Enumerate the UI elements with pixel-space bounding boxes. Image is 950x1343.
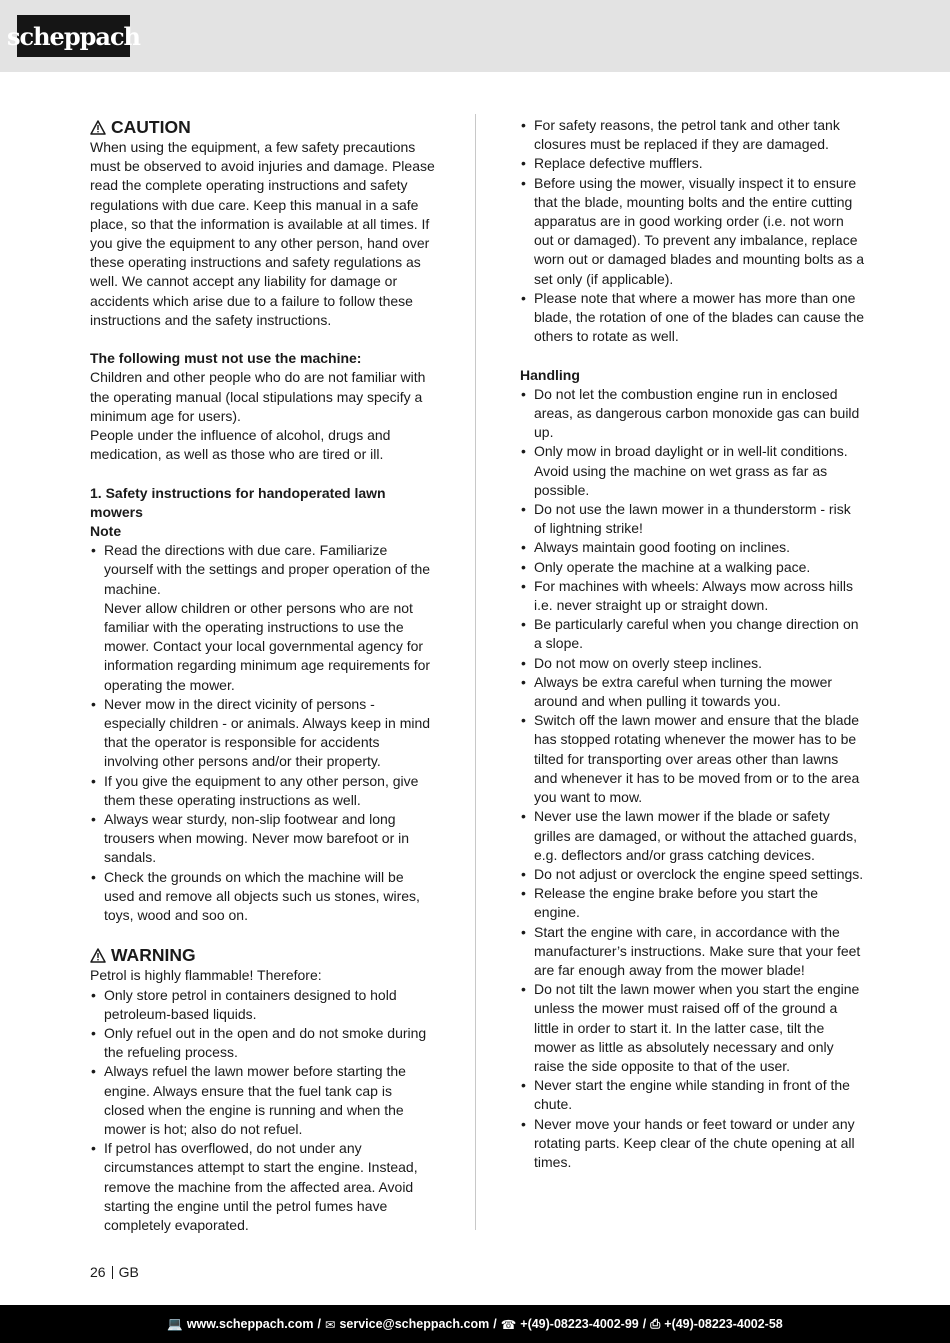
list-item: • Always maintain good footing on inclines. — [520, 538, 865, 557]
left-column — [90, 116, 435, 1235]
scheppach-logo: scheppach — [17, 15, 130, 57]
list-item: • Always refuel the lawn mower before starting the engine. Always ensure that the fuel tank cap is closed when the engine is running and when the mower is hot; also do not refuel. — [90, 1062, 435, 1139]
list-item: • If you give the equipment to any other person, give them these operating instructions as well. — [90, 772, 435, 810]
list-item: • Before using the mower, visually inspect it to ensure that the blade, mounting bolts and the entire cutting apparatus are in good working order (i.e. not worn out or damaged). To prevent any imbalance, replace worn out or damaged blades and mounting bolts as a set only (if applicable). — [520, 174, 865, 289]
must-not-text-1: Children and other people who do are not familiar with the operating manual (local stipulations may specify a minimum age for users). — [90, 369, 426, 424]
fax-icon: ⎙ — [650, 1316, 661, 1331]
list-item: • Never use the lawn mower if the blade or safety grilles are damaged, or without the attached guards, e.g. deflectors and/or grass catching devices. — [520, 807, 865, 865]
column-divider — [475, 114, 476, 1230]
footer-separator: / — [317, 1317, 321, 1331]
list-item: • If petrol has overflowed, do not under any circumstances attempt to start the engine. Instead, remove the machine from the affected area. Avoid starting the engine until the petrol fumes have completely evaporated. — [90, 1139, 435, 1235]
must-not-text-2: People under the influence of alcohol, drugs and medication, as well as those who are tired or ill. — [90, 427, 391, 463]
must-not-heading: The following must not use the machine: — [90, 350, 362, 367]
warning-heading — [90, 944, 435, 966]
footer-web[interactable]: www.scheppach.com — [186, 1317, 314, 1331]
right-column — [520, 116, 865, 1172]
list-item: • Do not use the lawn mower in a thunderstorm - risk of lightning strike! — [520, 500, 865, 538]
list-item: • Switch off the lawn mower and ensure that the blade has stopped rotating whenever the mower has to be tilted for transporting over areas other than lawns and whenever it has to be moved from or to the area you want to mow. — [520, 711, 865, 807]
list-item: • Only operate the machine at a walking pace. — [520, 558, 865, 577]
page-header — [0, 0, 950, 72]
footer-fax: +(49)-08223-4002-58 — [664, 1317, 783, 1331]
email-icon: ✉ — [324, 1317, 336, 1332]
page-footer — [0, 1305, 950, 1343]
list-item: • Only refuel out in the open and do not smoke during the refueling process. — [90, 1024, 435, 1062]
note-list — [90, 541, 435, 925]
list-item: • Always wear sturdy, non-slip footwear and long trousers when mowing. Never mow barefoot or in sandals. — [90, 810, 435, 868]
list-item: • Only store petrol in containers designed to hold petroleum-based liquids. — [90, 986, 435, 1024]
list-item: • Replace defective mufflers. — [520, 154, 865, 173]
handling-heading: Handling — [520, 366, 580, 383]
section-1-heading: 1. Safety instructions for handoperated lawn mowers — [90, 484, 386, 520]
note-heading: Note — [90, 523, 122, 540]
warning-intro: Petrol is highly flammable! Therefore: — [90, 967, 322, 984]
list-item: • Release the engine brake before you start the engine. — [520, 884, 865, 922]
caution-title: CAUTION — [111, 117, 191, 137]
list-item: • Read the directions with due care. Familiarize yourself with the settings and proper operation of the machine. Never allow children or other persons who are not familiar with the operating instructions to use the mower. Contact your local governmental agency for information regarding minimum age requirements for operating the mower. — [90, 541, 435, 695]
list-item: • Always be extra careful when turning the mower around and when pulling it towards you. — [520, 673, 865, 711]
list-item: • Please note that where a mower has more than one blade, the rotation of one of the blades can cause the others to rotate as well. — [520, 289, 865, 347]
page-number-value: 26 — [90, 1264, 106, 1280]
list-item: • Only mow in broad daylight or in well-lit conditions. Avoid using the machine on wet grass as far as possible. — [520, 442, 865, 500]
list-item: • Never mow in the direct vicinity of persons - especially children - or animals. Always keep in mind that the operator is responsible for accidents involving other persons and/or their property. — [90, 695, 435, 772]
list-item: • Do not adjust or overclock the engine speed settings. — [520, 865, 865, 884]
footer-email[interactable]: service@scheppach.com — [339, 1317, 490, 1331]
page-number — [90, 1264, 139, 1280]
caution-heading — [90, 116, 435, 138]
list-item: • For safety reasons, the petrol tank and other tank closures must be replaced if they are damaged. — [520, 116, 865, 154]
computer-icon: 💻 — [167, 1316, 183, 1331]
list-item: • Start the engine with care, in accordance with the manufacturer’s instructions. Make sure that your feet are far enough away from the mower blade! — [520, 923, 865, 981]
list-item: • Do not tilt the lawn mower when you start the engine unless the mower must raised off of the ground a little in order to start it. In the latter case, tilt the mower as little as absolutely necessary and only raise the side opposite to that of the user. — [520, 980, 865, 1076]
phone-icon: ☎ — [500, 1317, 517, 1332]
warning-title: WARNING — [111, 945, 196, 966]
caution-text: When using the equipment, a few safety precautions must be observed to avoid injuries and damage. Please read the complete operating instructions and safety regulations with due care. Keep this manual in a safe place, so that the information is available at all times. If you give the equipment to any other person, hand over these operating instructions and safety regulations as well. We cannot accept any liability for damage or accidents which arise due to a failure to follow these instructions and the safety instructions. — [90, 139, 435, 328]
footer-separator: / — [642, 1317, 647, 1331]
warning-list — [90, 986, 435, 1236]
top-list — [520, 116, 865, 346]
list-item: • Never move your hands or feet toward or under any rotating parts. Keep clear of the chute opening at all times. — [520, 1115, 865, 1173]
warning-triangle-icon — [90, 120, 106, 135]
list-item: • Check the grounds on which the machine will be used and remove all objects such us stones, wires, toys, wood and soo on. — [90, 868, 435, 926]
handling-list — [520, 385, 865, 1172]
list-item: • Never start the engine while standing in front of the chute. — [520, 1076, 865, 1114]
footer-separator: / — [493, 1317, 497, 1331]
list-item: • Do not mow on overly steep inclines. — [520, 654, 865, 673]
list-item: • Do not let the combustion engine run in enclosed areas, as dangerous carbon monoxide gas can build up. — [520, 385, 865, 443]
warning-triangle-icon — [90, 948, 106, 963]
list-item: • For machines with wheels: Always mow across hills i.e. never straight up or straight down. — [520, 577, 865, 615]
page-language: GB — [118, 1264, 139, 1280]
list-item: • Be particularly careful when you change direction on a slope. — [520, 615, 865, 653]
footer-phone: +(49)-08223-4002-99 — [520, 1317, 639, 1331]
